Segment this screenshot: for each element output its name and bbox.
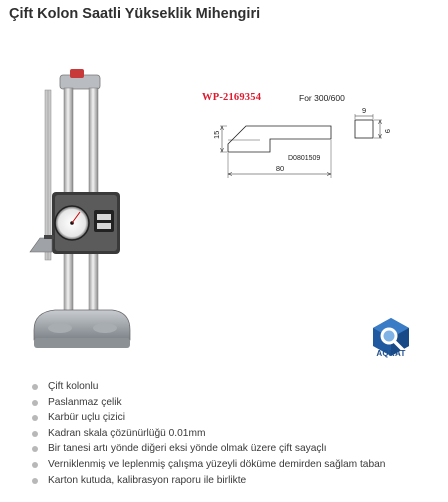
feature-item bbox=[32, 410, 385, 426]
feature-text: Karton kutuda, kalibrasyon raporu ile birlikte bbox=[48, 474, 247, 486]
feature-text: Çift kolonlu bbox=[48, 381, 99, 392]
dim-tip-width-label: 9 bbox=[362, 106, 367, 115]
height-gauge-image bbox=[0, 40, 200, 370]
feature-list bbox=[32, 379, 385, 488]
dim-height-label: 15 bbox=[212, 130, 221, 139]
bullet-icon bbox=[32, 431, 38, 437]
feature-item bbox=[32, 457, 385, 473]
bullet-icon bbox=[32, 384, 38, 390]
feature-item bbox=[32, 426, 385, 442]
page-title: Çift Kolon Saatli Yükseklik Mihengiri bbox=[9, 6, 261, 22]
bullet-icon bbox=[32, 400, 38, 406]
dim-length-label: 80 bbox=[275, 164, 285, 173]
range-note: For 300/600 bbox=[299, 93, 345, 103]
bullet-icon bbox=[32, 446, 38, 452]
part-number-label: D0801509 bbox=[288, 155, 321, 162]
bullet-icon bbox=[32, 462, 38, 468]
feature-text: Bir tanesi artı yönde diğeri eksi yönde olmak üzere çift sayaçlı bbox=[48, 443, 327, 455]
brand-name: AQRAT bbox=[376, 349, 406, 358]
feature-text: Kadran skala çözünürlüğü 0.01mm bbox=[48, 427, 206, 439]
feature-item bbox=[32, 473, 385, 489]
feature-text: Verniklenmiş ve leplenmiş çalışma yüzeyli döküme demirden sağlam taban bbox=[48, 458, 386, 470]
bullet-icon bbox=[32, 478, 38, 484]
feature-item bbox=[32, 379, 385, 395]
feature-text: Paslanmaz çelik bbox=[48, 396, 122, 408]
feature-item bbox=[32, 441, 385, 457]
dim-tip-height-label: 9 bbox=[383, 129, 392, 134]
product-code: WP-2169354 bbox=[202, 92, 262, 103]
scriber-technical-drawing bbox=[200, 100, 430, 180]
bullet-icon bbox=[32, 415, 38, 421]
feature-text: Karbür uçlu çizici bbox=[48, 412, 125, 424]
feature-item bbox=[32, 395, 385, 411]
